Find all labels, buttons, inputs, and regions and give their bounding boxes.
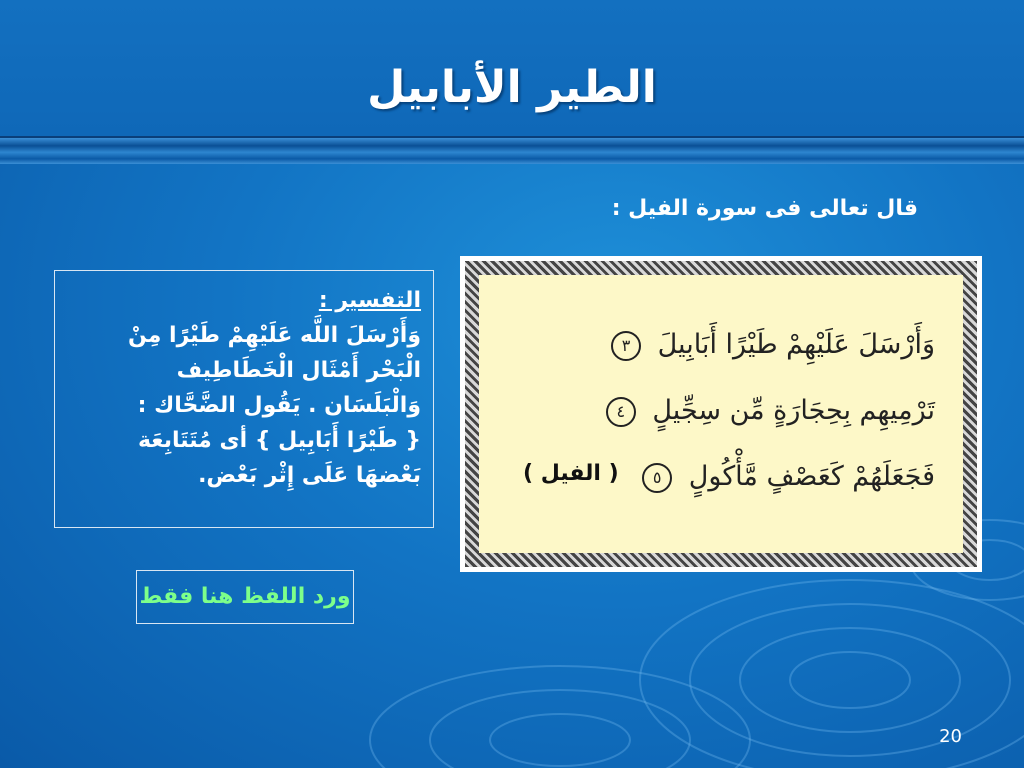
verse-text: فَجَعَلَهُمْ كَعَصْفٍ مَّأْكُولٍ: [688, 461, 935, 492]
intro-text: قال تعالى فى سورة الفيل :: [611, 196, 918, 221]
quran-verse-image: [460, 256, 982, 572]
ayah-number: ٣: [611, 331, 641, 361]
verse-line: [611, 329, 935, 361]
ayah-number: ٤: [606, 397, 636, 427]
tafsir-line: { طَيْرًا أَبَابِيل } أى مُتَتَابِعَة: [137, 428, 421, 453]
slide-title: الطير الأبابيل: [367, 62, 657, 113]
tafsir-line: وَأَرْسَلَ اللَّه عَلَيْهِمْ طَيْرًا مِنْ: [127, 323, 421, 348]
surah-label: ( الفيل ): [523, 461, 619, 486]
ornamental-frame: [465, 261, 977, 567]
verse-line: [606, 395, 935, 427]
tafsir-line: وَالْبَلَسَان . يَقُول الضَّحَّاك :: [137, 393, 421, 418]
ayah-number: ٥: [642, 463, 672, 493]
tafsir-line: بَعْضهَا عَلَى إِثْر بَعْض.: [198, 463, 421, 488]
title-divider-bar: [0, 136, 1024, 164]
verse-line: [642, 461, 935, 493]
tafsir-heading: التفسير :: [318, 288, 421, 313]
verse-text: تَرْمِيهِم بِحِجَارَةٍ مِّن سِجِّيلٍ: [652, 395, 935, 426]
page-number: 20: [939, 726, 962, 747]
tafsir-box: [54, 270, 434, 528]
tafsir-line: الْبَحْر أَمْثَال الْخَطَاطِيف: [176, 358, 421, 383]
verse-text: وَأَرْسَلَ عَلَيْهِمْ طَيْرًا أَبَابِيلَ: [657, 329, 935, 360]
note-box: ورد اللفظ هنا فقط: [136, 570, 354, 624]
